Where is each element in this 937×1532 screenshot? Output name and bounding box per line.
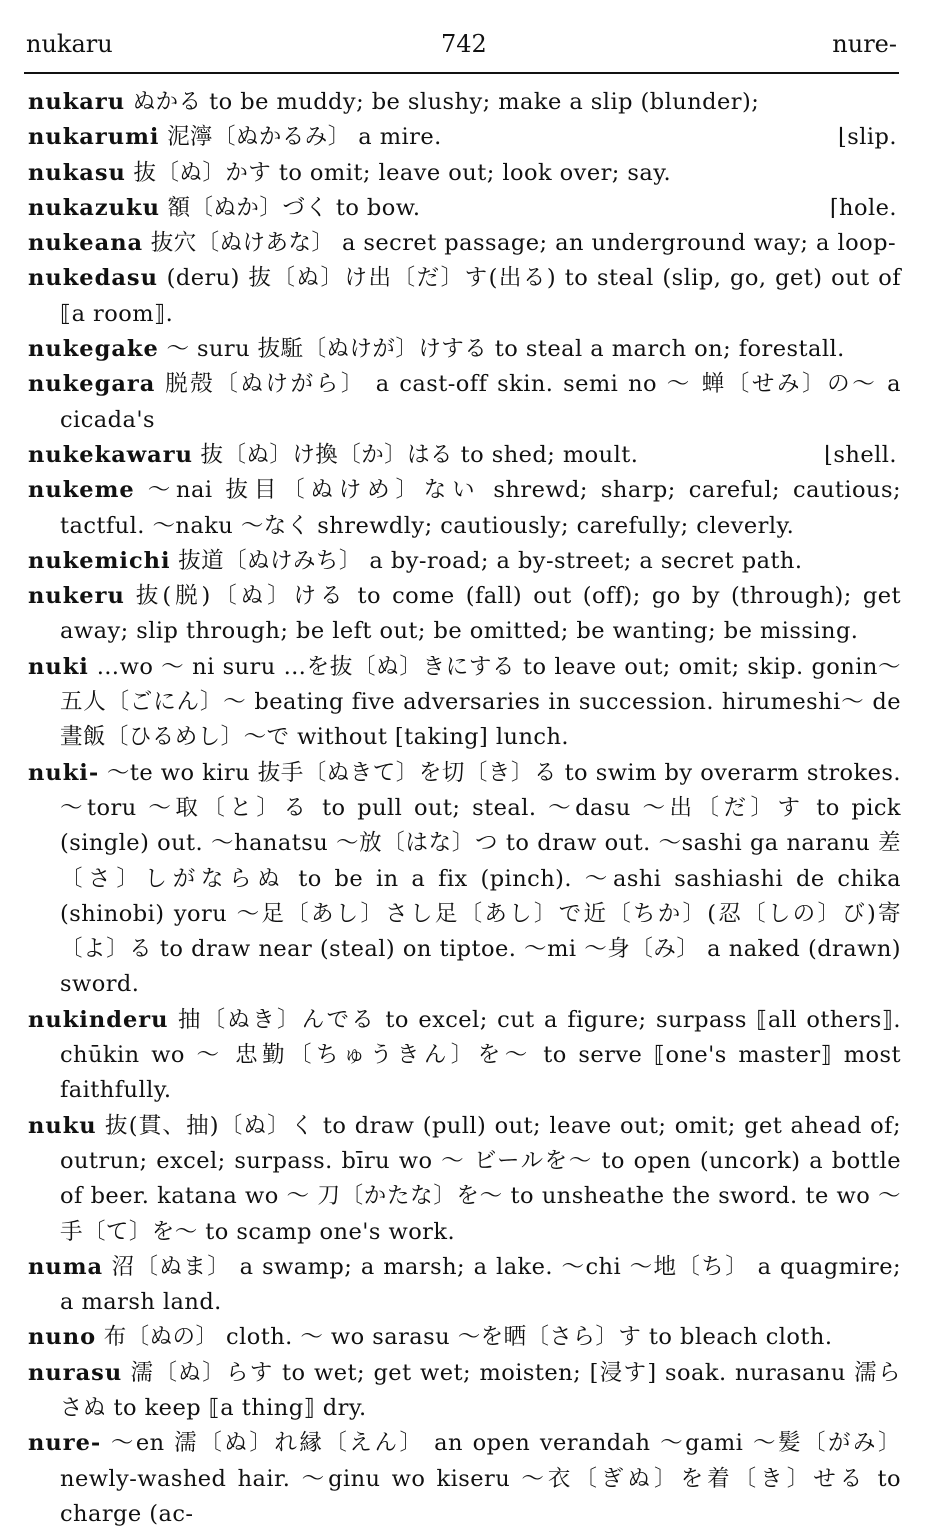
dictionary-entry	[28, 650, 901, 756]
definition: 抜〔ぬ〕け換〔か〕はる to shed; moult.	[192, 441, 639, 468]
dictionary-entry	[28, 120, 901, 155]
definition: ぬかる to be muddy; be slushy; make a slip (blunder);	[125, 89, 760, 115]
dictionary-entry	[28, 1426, 901, 1532]
left-guide-word: nukaru	[26, 30, 113, 58]
turnover-fragment: ⌈hole.	[829, 194, 897, 221]
header-rule	[24, 72, 899, 74]
headword: nuku	[28, 1112, 97, 1139]
headword: nukeru	[28, 583, 125, 610]
headword: nukedasu	[28, 265, 158, 292]
definition: 抽〔ぬき〕んでる to excel; cut a figure; surpass ⟦all others⟧. chūkin wo ～ 忠勤〔ちゅうきん〕を～ to serve ⟦one's master⟧ most faithfully.	[60, 1006, 901, 1104]
definition: 額〔ぬか〕づく to bow.	[159, 194, 421, 221]
turnover-fragment: ⌊slip.	[838, 124, 897, 151]
dictionary-entry	[28, 156, 901, 191]
definition: ～en 濡〔ぬ〕れ縁〔えん〕 an open verandah ～gami ～髪〔がみ〕 newly-washed hair. ～ginu wo kiseru ～衣〔ぎぬ〕を着〔き〕せる to charge (ac-	[60, 1430, 901, 1527]
dictionary-entry	[28, 756, 901, 1003]
dictionary-entry	[28, 579, 901, 650]
headword: nukasu	[28, 159, 126, 186]
definition: (deru) 抜〔ぬ〕け出〔だ〕す(出る) to steal (slip, go, get) out of ⟦a room⟧.	[60, 265, 901, 327]
definition: 布〔ぬの〕 cloth. ～ wo sarasu ～を晒〔さら〕す to bleach cloth.	[96, 1324, 833, 1351]
dictionary-entry	[28, 1320, 901, 1355]
headword: nukeme	[28, 477, 135, 504]
entry-list	[28, 85, 901, 1532]
definition: ～nai 抜目〔ぬけめ〕ない shrewd; sharp; careful; cautious; tactful. ～naku ～なく shrewdly; cautiously; carefully; cleverly.	[60, 477, 901, 539]
headword: nukegake	[28, 336, 159, 363]
dictionary-entry	[28, 1356, 901, 1427]
definition: 沼〔ぬま〕 a swamp; a marsh; a lake. ～chi ～地〔ち〕 a quagmire; a marsh land.	[60, 1253, 901, 1316]
dictionary-entry	[28, 332, 901, 367]
headword: nuki-	[28, 759, 100, 786]
headword: nuno	[28, 1324, 97, 1351]
headword: nure-	[28, 1430, 102, 1457]
turnover-fragment: ⌊shell.	[824, 441, 897, 468]
dictionary-entry	[28, 544, 901, 579]
definition: 泥濘〔ぬかるみ〕 a mire.	[159, 124, 442, 151]
definition: ～ suru 抜駈〔ぬけが〕けする to steal a march on; forestall.	[158, 336, 845, 363]
right-guide-word: nure-	[832, 30, 897, 58]
dictionary-entry	[28, 226, 901, 261]
definition: ～te wo kiru 抜手〔ぬきて〕を切〔き〕る to swim by overarm strokes. ～toru ～取〔と〕る to pull out; steal. ～dasu ～出〔だ〕す to pick (single) out. ～hanatsu ～放〔はな〕つ to draw out. ～sashi ga naranu 差〔さ〕しがならぬ to be in a fix (pinch). ～ashi sashiashi de chika (shinobi) yoru ～足〔あし〕さし足〔あし〕で近〔ちか〕(忍〔しの〕び)寄〔よ〕る to draw near (steal) on tiptoe. ～mi ～身〔み〕 a naked (drawn) sword.	[60, 759, 901, 998]
dictionary-entry	[28, 191, 901, 226]
definition: 濡〔ぬ〕らす to wet; get wet; moisten; [浸す] soak. nurasanu 濡らさぬ to keep ⟦a thing⟧ dry.	[60, 1359, 901, 1421]
page-header	[26, 30, 897, 64]
definition: 抜〔ぬ〕かす to omit; leave out; look over; say.	[125, 159, 672, 186]
headword: nukarumi	[28, 124, 160, 151]
dictionary-entry	[28, 1003, 901, 1109]
dictionary-entry	[28, 1109, 901, 1250]
headword: nukaru	[28, 89, 126, 115]
headword: nuki	[28, 653, 89, 680]
headword: nukemichi	[28, 547, 171, 574]
dictionary-entry	[28, 1250, 901, 1321]
headword: numa	[28, 1253, 104, 1280]
definition: 抜穴〔ぬけあな〕 a secret passage; an underground way; a loop-	[143, 230, 896, 257]
definition: 抜(貫、抽)〔ぬ〕く to draw (pull) out; leave out; omit; get ahead of; outrun; excel; surpass. bīru wo ～ ビールを～ to open (uncork) a bottle of beer. katana wo ～ 刀〔かたな〕を～ to unsheathe the sword. te wo ～ 手〔て〕を～ to scamp one's work.	[60, 1112, 901, 1245]
page-number: 742	[441, 30, 487, 58]
headword: nukeana	[28, 230, 144, 257]
dictionary-entry	[28, 438, 901, 473]
dictionary-entry	[28, 261, 901, 332]
definition: 抜(脱)〔ぬ〕ける to come (fall) out (off); go by (through); get away; slip through; be left out; be omitted; be wanting; be missing.	[60, 583, 901, 645]
headword: nurasu	[28, 1359, 123, 1386]
headword: nukegara	[28, 371, 156, 398]
definition: 抜道〔ぬけみち〕 a by-road; a by-street; a secret path.	[170, 547, 803, 574]
headword: nukekawaru	[28, 441, 193, 468]
definition: …wo ～ ni suru …を抜〔ぬ〕きにする to leave out; omit; skip. gonin～ 五人〔ごにん〕～ beating five adversaries in succession. hirumeshi～ de 晝飯〔ひるめし〕～で without [taking] lunch.	[60, 653, 901, 751]
dictionary-entry	[28, 473, 901, 544]
headword: nukazuku	[28, 194, 160, 221]
dictionary-entry	[28, 85, 901, 120]
headword: nukinderu	[28, 1006, 169, 1033]
definition: 脱殻〔ぬけがら〕 a cast-off skin. semi no ～ 蝉〔せみ〕の～ a cicada's	[60, 371, 901, 433]
dictionary-entry	[28, 367, 901, 438]
